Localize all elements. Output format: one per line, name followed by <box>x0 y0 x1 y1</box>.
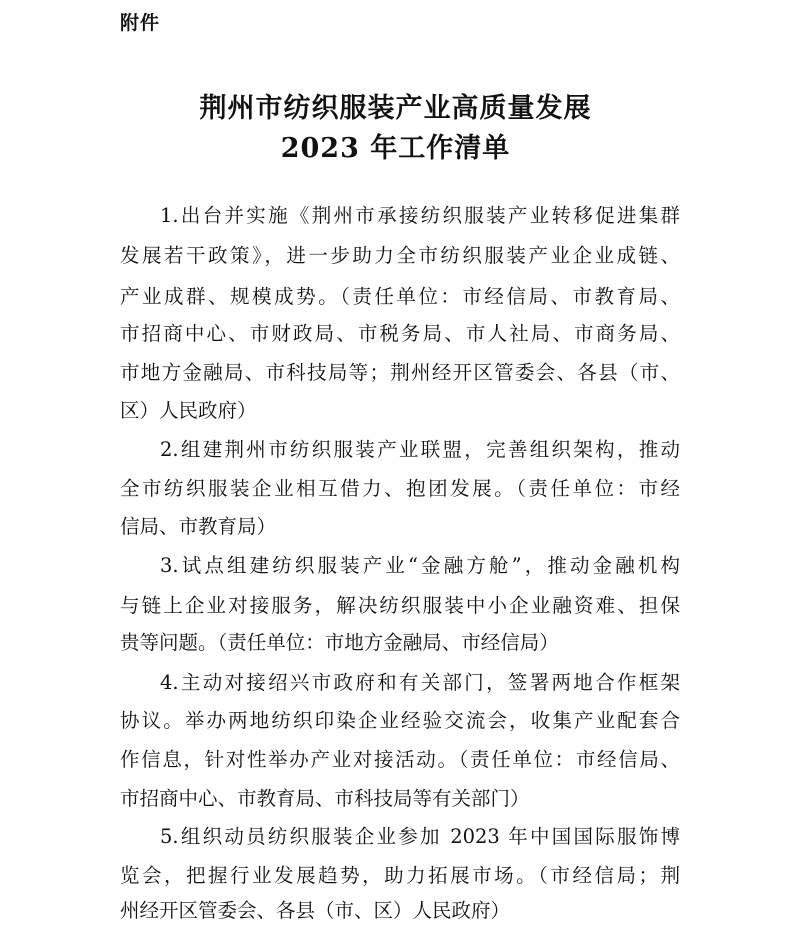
paragraph-2-line-1: 2.组建荆州市纺织服装产业联盟，完善组织架构，推动 <box>160 438 680 461</box>
paragraph-1-line-6: 区）人民政府） <box>120 399 257 422</box>
paragraph-1-line-3: 产业成群、规模成势。（责任单位：市经信局、市教育局、 <box>120 285 680 308</box>
document-title-line-2: 2023 年工作清单 <box>280 133 511 164</box>
paragraph-1-line-1: 1.出台并实施《荆州市承接纺织服装产业转移促进集群 <box>160 204 680 227</box>
paragraph-1-line-5: 市地方金融局、市科技局等；荆州经开区管委会、各县（市、 <box>120 361 680 384</box>
paragraph-3-line-2: 与链上企业对接服务，解决纺织服装中小企业融资难、担保 <box>120 594 680 617</box>
paragraph-1-line-4: 市招商中心、市财政局、市税务局、市人社局、市商务局、 <box>120 322 680 345</box>
paragraph-4-line-1: 4.主动对接绍兴市政府和有关部门，签署两地合作框架 <box>160 671 680 694</box>
attachment-label: 附件 <box>120 12 161 34</box>
paragraph-3-line-3: 贵等问题。（责任单位：市地方金融局、市经信局） <box>120 631 559 654</box>
paragraph-4-line-3: 作信息，针对性举办产业对接活动。（责任单位：市经信局、 <box>120 748 680 771</box>
paragraph-1-line-2: 发展若干政策》，进一步助力全市纺织服装产业企业成链、 <box>120 244 680 267</box>
paragraph-4-line-4: 市招商中心、市教育局、市科技局等有关部门） <box>120 787 530 810</box>
paragraph-5-line-2: 览会，把握行业发展趋势，助力拓展市场。（市经信局；荆 <box>120 864 680 887</box>
document-title-line-1: 荆州市纺织服装产业高质量发展 <box>199 93 592 124</box>
paragraph-2-line-2: 全市纺织服装企业相互借力、抱团发展。（责任单位：市经 <box>120 477 680 500</box>
paragraph-4-line-2: 协议。举办两地纺织印染企业经验交流会，收集产业配套合 <box>120 709 680 732</box>
paragraph-5-line-1: 5.组织动员纺织服装企业参加 2023 年中国国际服饰博 <box>160 825 680 848</box>
paragraph-3-line-1: 3.试点组建纺织服装产业“金融方舱”，推动金融机构 <box>160 554 680 577</box>
paragraph-2-line-3: 信局、市教育局） <box>120 515 277 538</box>
paragraph-5-line-3: 州经开区管委会、各县（市、区）人民政府） <box>120 899 511 922</box>
